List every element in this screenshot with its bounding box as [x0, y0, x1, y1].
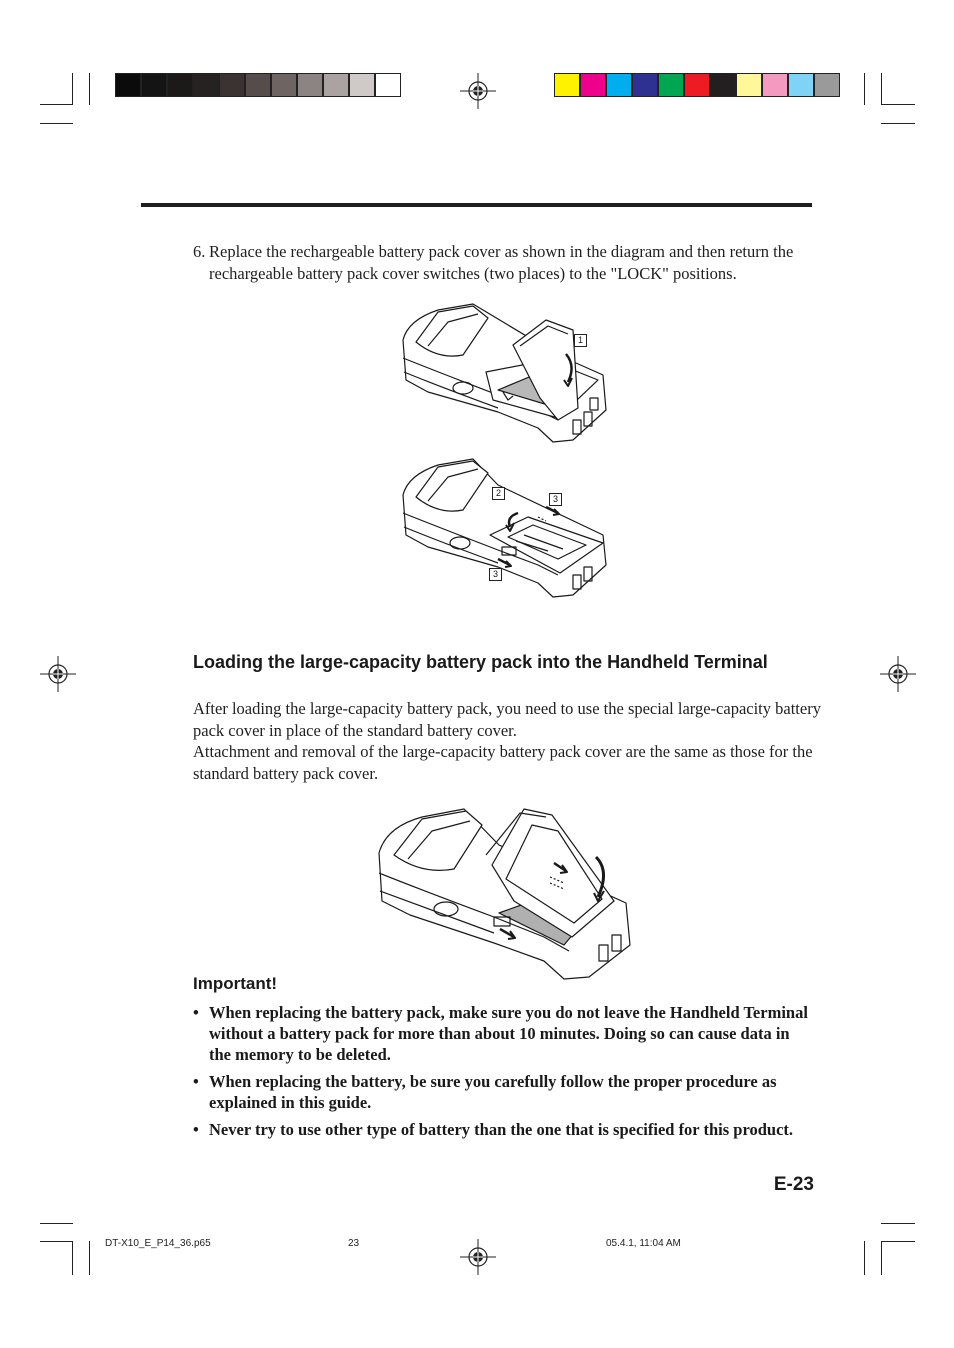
figure-label-2: 2	[492, 487, 505, 500]
color-swatch	[323, 73, 349, 97]
important-list	[193, 1002, 813, 1146]
color-swatch	[788, 73, 814, 97]
step-number: 6.	[193, 242, 206, 261]
diagram-large-capacity-cover	[374, 805, 636, 985]
crop-mark	[881, 123, 915, 124]
bullet-icon: •	[193, 1072, 199, 1091]
crop-mark	[881, 104, 915, 105]
diagram-cover-insert	[398, 300, 613, 450]
page-number: E-23	[773, 1174, 814, 1195]
bullet-icon: •	[193, 1003, 199, 1022]
list-item	[193, 1119, 813, 1140]
list-item-text: Never try to use other type of battery than the one that is specified for this product.	[209, 1120, 794, 1139]
color-swatch	[658, 73, 684, 97]
list-item-text: When replacing the battery, be sure you carefully follow the proper procedure as explained in this guide.	[209, 1072, 777, 1112]
registration-mark-icon	[460, 73, 496, 109]
list-item-text: When replacing the battery pack, make sure you do not leave the Handheld Terminal without a battery pack for more than about 10 minutes. Doing so can cause data in the memory to be deleted.	[209, 1003, 808, 1064]
registration-mark-icon	[460, 1239, 496, 1275]
footer-file: DT-X10_E_P14_36.p65	[105, 1238, 211, 1249]
color-swatch	[814, 73, 840, 97]
paragraph-2: Attachment and removal of the large-capacity battery pack cover are the same as those for the standard battery pack cover.	[193, 742, 813, 783]
crop-mark	[72, 1241, 73, 1275]
color-swatch	[297, 73, 323, 97]
crop-mark	[881, 1223, 915, 1224]
crop-mark	[864, 73, 865, 105]
figure-label-3-top: 3	[549, 493, 562, 506]
figure-label-1: 1	[574, 334, 587, 347]
crop-mark	[89, 73, 90, 105]
registration-mark-icon	[880, 656, 916, 692]
color-swatch	[219, 73, 245, 97]
crop-mark	[864, 1241, 865, 1275]
crop-mark	[881, 1241, 915, 1242]
color-swatch	[375, 73, 401, 97]
color-swatch	[632, 73, 658, 97]
color-swatch	[580, 73, 606, 97]
footer-page: 23	[348, 1238, 360, 1249]
crop-mark	[881, 73, 882, 105]
color-swatch	[193, 73, 219, 97]
color-swatch	[349, 73, 375, 97]
list-item	[193, 1002, 813, 1065]
section-heading: Loading the large-capacity battery pack into the Handheld Terminal	[193, 652, 768, 672]
important-title: Important!	[193, 974, 278, 993]
color-swatch	[271, 73, 297, 97]
color-swatch	[762, 73, 788, 97]
bullet-icon: •	[193, 1120, 199, 1139]
color-swatch	[167, 73, 193, 97]
crop-mark	[89, 1241, 90, 1275]
color-swatch	[736, 73, 762, 97]
footer-date: 05.4.1, 11:04 AM	[606, 1238, 681, 1249]
color-swatch	[554, 73, 580, 97]
figure-label-3-bottom: 3	[489, 568, 502, 581]
color-swatch	[141, 73, 167, 97]
crop-mark	[40, 123, 73, 124]
list-item	[193, 1071, 813, 1113]
crop-mark	[72, 73, 73, 105]
crop-mark	[881, 1241, 882, 1275]
step-6	[193, 241, 833, 284]
crop-mark	[40, 104, 73, 105]
crop-mark	[40, 1223, 73, 1224]
step-text: Replace the rechargeable battery pack cover as shown in the diagram and then return the rechargeable battery pack cover switches (two places) to the "LOCK" positions.	[209, 242, 794, 283]
paragraph-1: After loading the large-capacity battery pack, you need to use the special large-capacity battery pack cover in place of the standard battery cover.	[193, 699, 821, 740]
diagram-cover-lock	[398, 455, 613, 605]
registration-mark-icon	[40, 656, 76, 692]
color-swatch	[245, 73, 271, 97]
color-swatch	[115, 73, 141, 97]
crop-mark	[40, 1241, 73, 1242]
color-swatch	[710, 73, 736, 97]
header-rule	[141, 203, 812, 207]
color-swatch	[606, 73, 632, 97]
color-swatch	[684, 73, 710, 97]
